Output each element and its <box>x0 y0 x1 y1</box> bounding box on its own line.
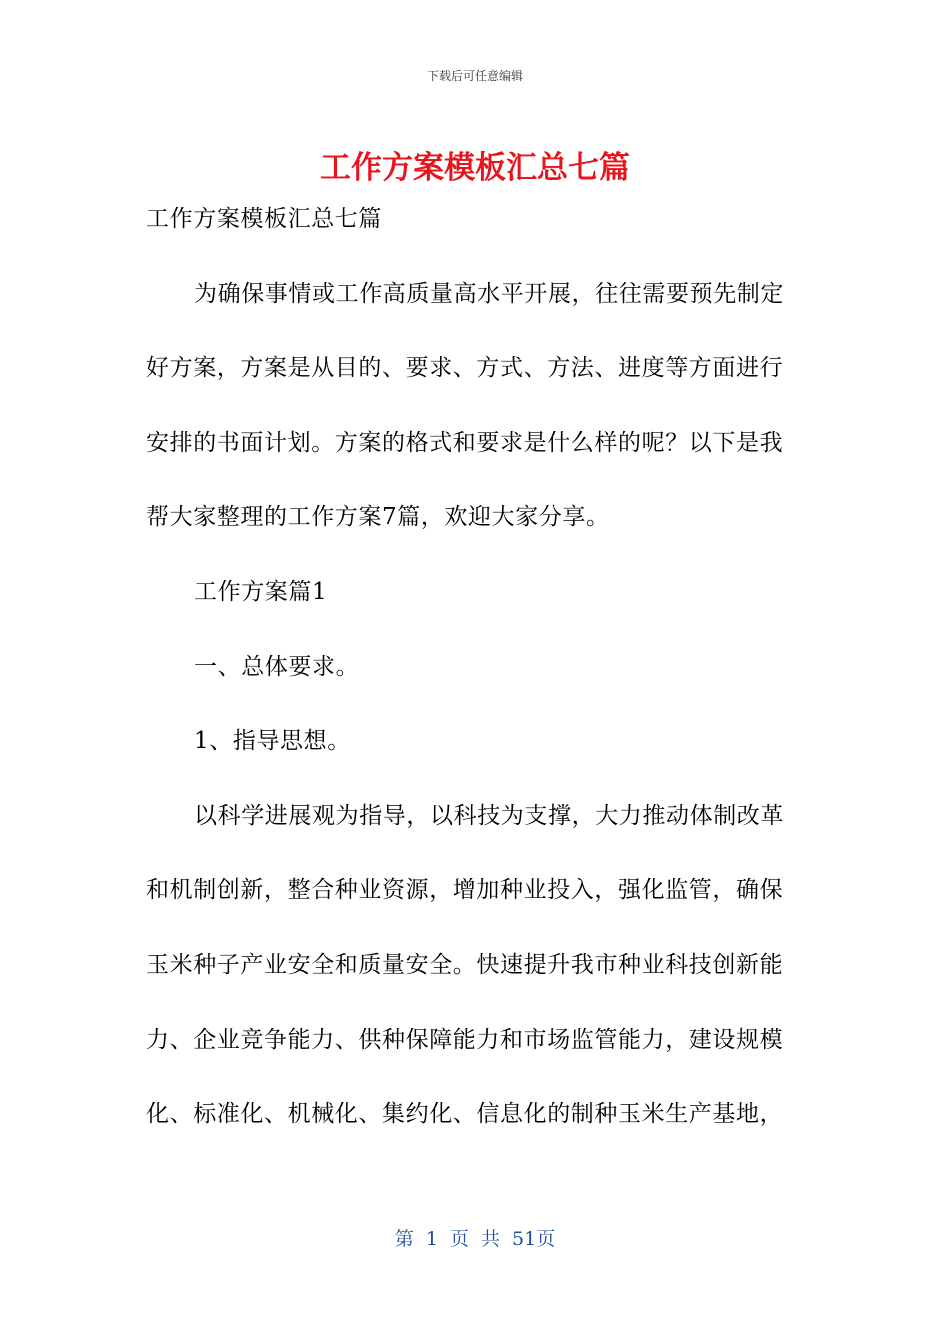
text-line-1: 工作方案模板汇总七篇 <box>146 206 382 232</box>
document-title: 工作方案模板汇总七篇 <box>320 150 630 186</box>
text-line-4: 安排的书面计划。方案的格式和要求是什么样的呢？以下是我 <box>146 429 784 456</box>
text-line-11: 玉米种子产业安全和质量安全。快速提升我市种业科技创新能 <box>146 951 784 978</box>
subheading-guiding: 1、指导思想。 <box>194 728 351 755</box>
page-footer: 第 1 页 共 51页 <box>394 1228 556 1250</box>
header-note: 下载后可任意编辑 <box>426 69 523 83</box>
document-body <box>146 196 794 1166</box>
text-line-5: 帮大家整理的工作方案7篇，欢迎大家分享。 <box>146 504 610 531</box>
text-line-3: 好方案，方案是从目的、要求、方式、方法、进度等方面进行 <box>146 355 784 382</box>
subheading-general: 一、总体要求。 <box>194 653 360 680</box>
text-line-2: 为确保事情或工作高质量高水平开展，往往需要预先制定 <box>194 280 784 307</box>
section-heading: 工作方案篇1 <box>194 578 328 605</box>
text-line-12: 力、企业竞争能力、供种保障能力和市场监管能力，建设规模 <box>146 1026 784 1053</box>
text-line-9: 以科学进展观为指导，以科技为支撑，大力推动体制改革 <box>194 802 784 829</box>
text-line-10: 和机制创新，整合种业资源，增加种业投入，强化监管，确保 <box>146 877 784 904</box>
text-line-13: 化、标准化、机械化、集约化、信息化的制种玉米生产基地， <box>146 1101 784 1128</box>
